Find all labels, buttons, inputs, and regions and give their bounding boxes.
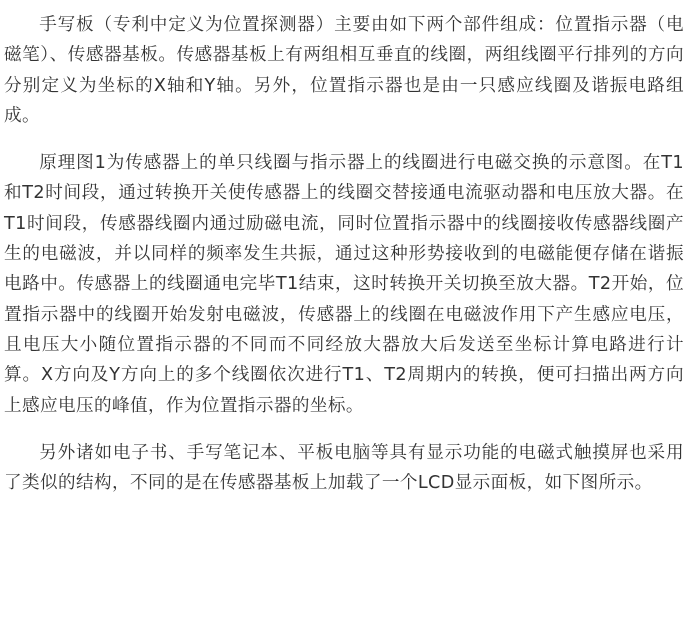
paragraph-principle: 原理图1为传感器上的单只线圈与指示器上的线圈进行电磁交换的示意图。在T1和T2时间段，通过转换开关使传感器上的线圈交替接通电流驱动器和电压放大器。在T1时间段，传感器线圈内通过励磁电流，同时位置指示器中的线圈接收传感器线圈产生的电磁波，并以同样的频率发生共振，通过这种形势接收到的电磁能便存储在谐振电路中。传感器上的线圈通电完毕T1结束，这时转换开关切换至放大器。T2开始，位置指示器中的线圈开始发射电磁波，传感器上的线圈在电磁波作用下产生感应电压，且电压大小随位置指示器的不同而不同经放大器放大后发送至坐标计算电路进行计算。X方向及Y方向上的多个线圈依次进行T1、T2周期内的转换，便可扫描出两方向上感应电压的峰值，作为位置指示器的坐标。 [4,153,684,416]
paragraph-display-touchscreen: 另外诸如电子书、手写笔记本、平板电脑等具有显示功能的电磁式触摸屏也采用了类似的结构，不同的是在传感器基板上加载了一个LCD显示面板，如下图所示。 [4,442,684,494]
article-body [4,10,684,498]
paragraph-intro: 手写板（专利中定义为位置探测器）主要由如下两个部件组成：位置指示器（电磁笔）、传感器基板。传感器基板上有两组相互垂直的线圈，两组线圈平行排列的方向分别定义为坐标的X轴和Y轴。另外，位置指示器也是由一只感应线圈及谐振电路组成。 [4,15,684,126]
